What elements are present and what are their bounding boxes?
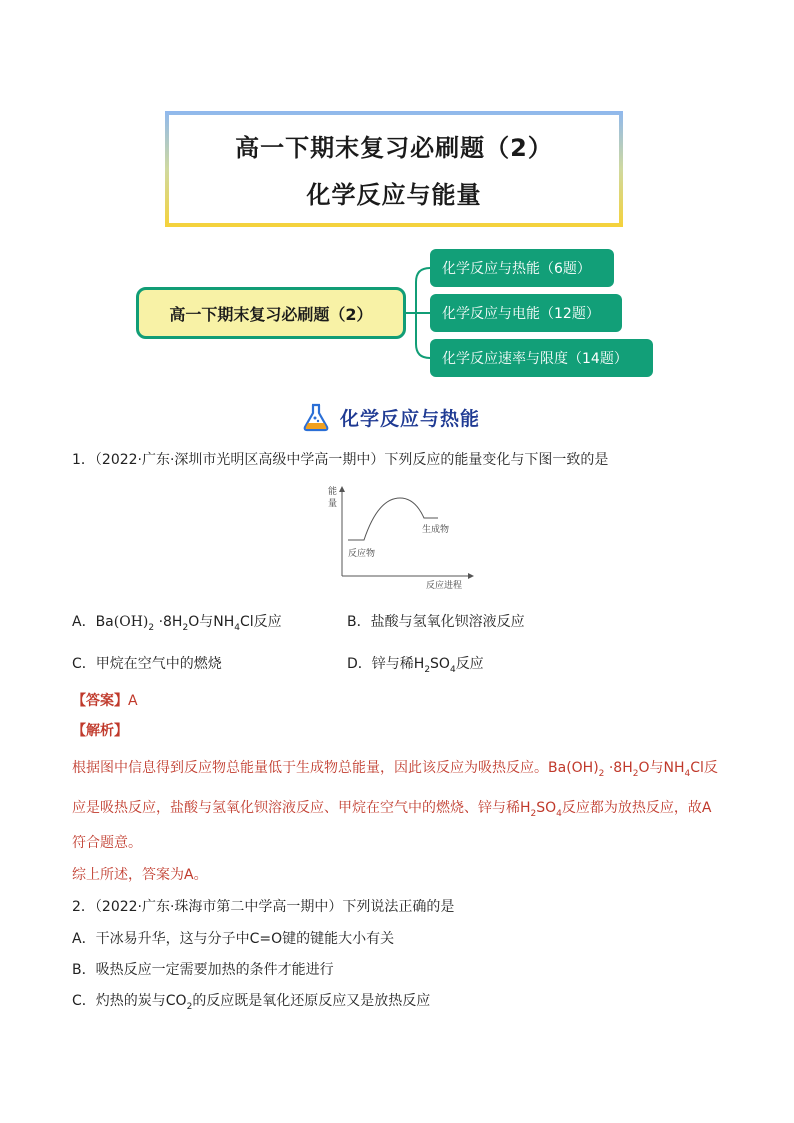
q1-summary: 综上所述，答案为A。 — [72, 867, 208, 883]
q1-analysis-line-3: 符合题意。 — [72, 835, 142, 851]
q1-analysis-line-1: 根据图中信息得到反应物总能量低于生成物总能量，因此该反应为吸热反应。$Ba(OH)_2 \cdot 8H_2O$与$NH_4Cl$反 — [72, 760, 718, 779]
section-header — [300, 400, 480, 434]
product-label: 生成物 — [422, 525, 450, 535]
mindmap-branch-rate: 化学反应速率与限度（14题） — [430, 339, 653, 377]
x-axis-arrow — [468, 573, 474, 579]
page-title: 高一下期末复习必刷题（2） — [235, 134, 553, 162]
reactant-label: 反应物 — [348, 549, 376, 559]
mindmap-branch-thermal: 化学反应与热能（6题） — [430, 249, 614, 287]
y-axis-arrow — [339, 486, 345, 492]
title-inner — [169, 115, 619, 223]
q1-option-c: C．甲烷在空气中的燃烧 — [72, 656, 222, 672]
section-title: 化学反应与热能 — [340, 407, 481, 430]
x-axis-label: 反应进程 — [426, 581, 463, 590]
y-axis-label-2: 量 — [328, 499, 338, 509]
q2-option-c: C．灼热的炭与$CO_2$的反应既是氧化还原反应又是放热反应 — [72, 993, 431, 1012]
q1-option-b: B．盐酸与氢氧化钡溶液反应 — [347, 614, 525, 630]
energy-diagram — [320, 478, 480, 590]
q1-analysis-line-2: 应是吸热反应，盐酸与氢氧化钡溶液反应、甲烷在空气中的燃烧、锌与稀$H_2SO_4$反应都为放热反应，故A — [72, 800, 712, 819]
q2-option-b: B．吸热反应一定需要加热的条件才能进行 — [72, 962, 334, 978]
y-axis-label-1: 能 — [328, 487, 338, 497]
page-subtitle: 化学反应与能量 — [306, 181, 482, 209]
title-box — [165, 111, 623, 227]
q2-stem: 2．（2022·广东·珠海市第二中学高一期中）下列说法正确的是 — [72, 899, 455, 915]
flask-icon — [300, 401, 332, 433]
q1-answer: 【答案】A — [72, 693, 138, 709]
q1-option-a: A．$Ba(OH)_2 \cdot 8H_2O$与$NH_4Cl$反应 — [72, 614, 282, 633]
q1-option-d: D．锌与稀$H_2SO_4$反应 — [347, 656, 484, 675]
q2-option-a: A．干冰易升华，这与分子中C=O键的键能大小有关 — [72, 931, 395, 947]
mindmap-root: 高一下期末复习必刷题（2） — [136, 287, 406, 339]
q1-analysis-label: 【解析】 — [72, 723, 128, 739]
q1-stem: 1．（2022·广东·深圳市光明区高级中学高一期中）下列反应的能量变化与下图一致的是 — [72, 452, 609, 468]
mindmap-branch-electric: 化学反应与电能（12题） — [430, 294, 622, 332]
